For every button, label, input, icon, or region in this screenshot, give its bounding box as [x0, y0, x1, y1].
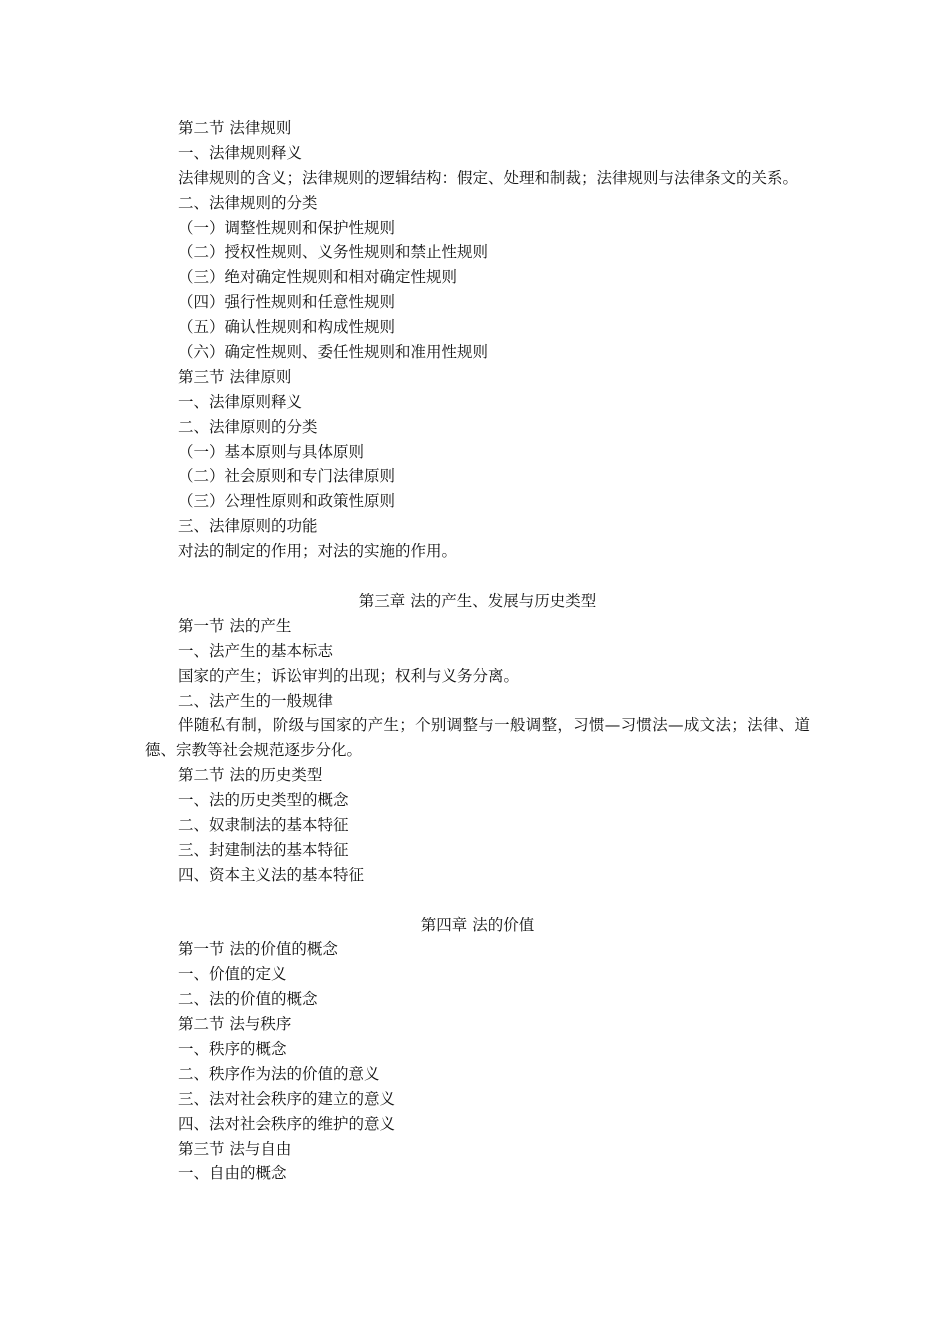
section-heading: 第二节 法律规则	[178, 119, 292, 137]
body-text: 国家的产生；诉讼审判的出现；权利与义务分离。	[178, 666, 520, 685]
chapter-heading: 第三章 法的产生、发展与历史类型	[358, 591, 597, 610]
subsection-heading: 一、自由的概念	[178, 1164, 287, 1183]
list-item: （三）公理性原则和政策性原则	[178, 492, 396, 511]
subsection-heading: 三、法律原则的功能	[178, 517, 318, 536]
subsection-heading: 二、法律规则的分类	[178, 193, 318, 212]
body-text: 对法的制定的作用；对法的实施的作用。	[178, 542, 458, 561]
subsection-heading: 一、秩序的概念	[178, 1040, 287, 1058]
subsection-heading: 一、法律规则释义	[178, 143, 303, 162]
section-heading: 第一节 法的价值的概念	[178, 940, 338, 959]
section-heading: 第三节 法律原则	[178, 367, 292, 386]
subsection-heading: 二、秩序作为法的价值的意义	[178, 1064, 380, 1083]
list-item: （三）绝对确定性规则和相对确定性规则	[178, 268, 458, 287]
subsection-heading: 四、资本主义法的基本特征	[178, 865, 365, 884]
document-body	[145, 116, 810, 1186]
list-item: （五）确认性规则和构成性规则	[178, 318, 396, 337]
subsection-heading: 三、法对社会秩序的建立的意义	[178, 1089, 396, 1108]
subsection-heading: 二、法产生的一般规律	[178, 691, 334, 710]
subsection-heading: 一、法律原则释义	[178, 392, 303, 411]
chapter-heading: 第四章 法的价值	[420, 915, 535, 934]
subsection-heading: 二、奴隶制法的基本特征	[178, 815, 349, 834]
section-heading: 第二节 法的历史类型	[178, 766, 323, 785]
subsection-heading: 一、法的历史类型的概念	[178, 791, 349, 810]
list-item: （四）强行性规则和任意性规则	[178, 293, 396, 312]
subsection-heading: 二、法的价值的概念	[178, 990, 318, 1009]
section-heading: 第三节 法与自由	[178, 1139, 292, 1158]
list-item: （二）授权性规则、义务性规则和禁止性规则	[178, 243, 489, 262]
list-item: （二）社会原则和专门法律原则	[178, 467, 396, 486]
subsection-heading: 一、价值的定义	[178, 965, 287, 984]
section-heading: 第二节 法与秩序	[178, 1015, 292, 1034]
subsection-heading: 一、法产生的基本标志	[178, 641, 334, 660]
body-paragraph: 伴随私有制，阶级与国家的产生；个别调整与一般调整，习惯—习惯法—成文法；法律、道德、宗教等社会规范逐步分化。	[145, 716, 810, 760]
list-item: （一）调整性规则和保护性规则	[178, 218, 396, 237]
subsection-heading: 三、封建制法的基本特征	[178, 840, 349, 859]
subsection-heading: 二、法律原则的分类	[178, 417, 318, 436]
list-item: （六）确定性规则、委任性规则和准用性规则	[178, 343, 489, 362]
section-heading: 第一节 法的产生	[178, 616, 292, 635]
subsection-heading: 四、法对社会秩序的维护的意义	[178, 1114, 396, 1133]
body-paragraph: 法律规则的含义；法律规则的逻辑结构：假定、处理和制裁；法律规则与法律条文的关系。	[178, 168, 799, 187]
list-item: （一）基本原则与具体原则	[178, 442, 365, 461]
